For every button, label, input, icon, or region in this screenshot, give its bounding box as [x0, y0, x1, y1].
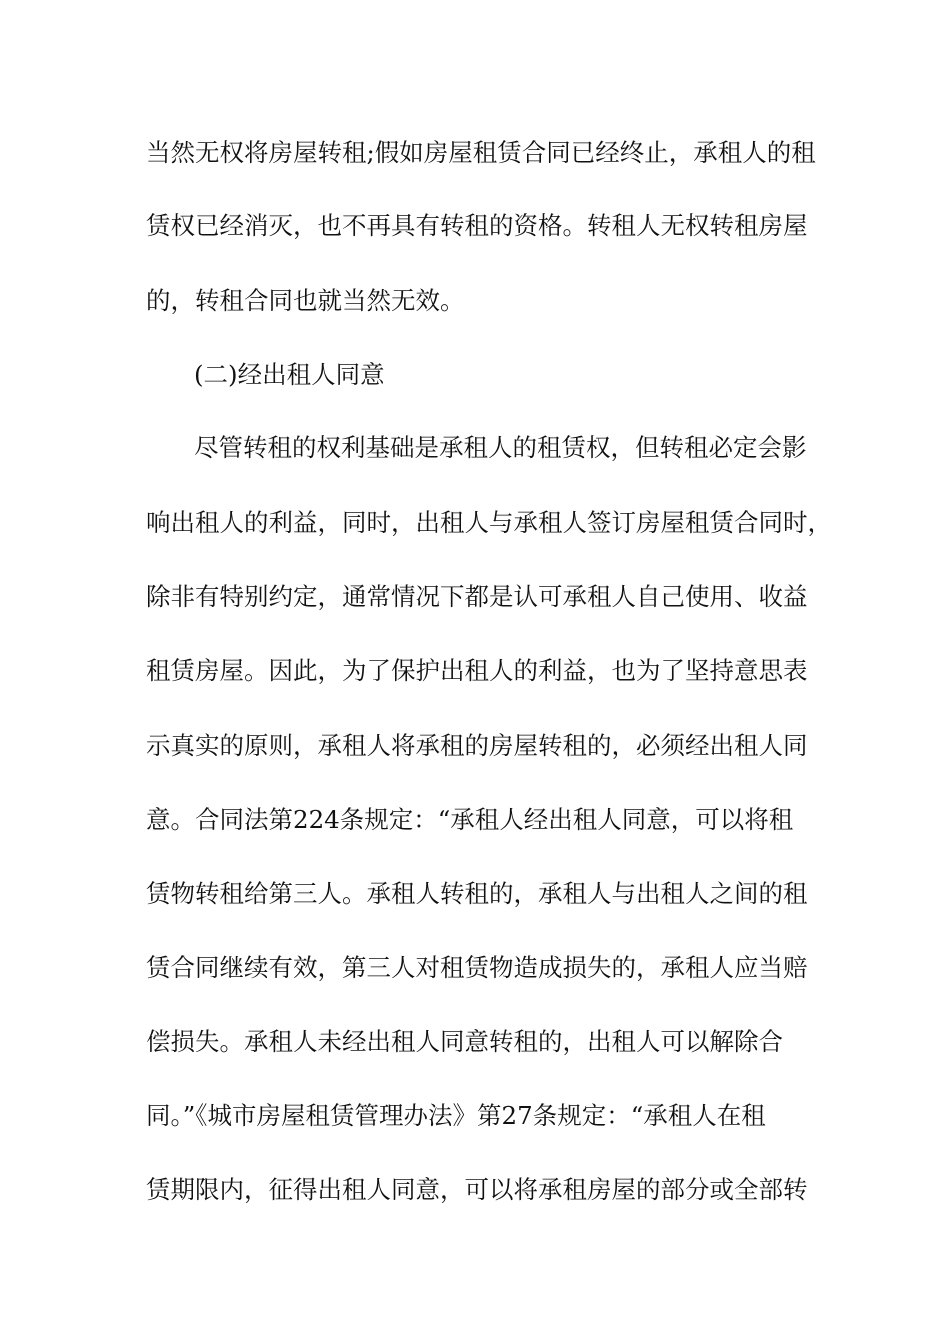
text-line-6: 响出租人的利益，同时，出租人与承租人签订房屋租赁合同时，: [146, 508, 832, 537]
text-line-7: 除非有特别约定，通常情况下都是认可承租人自己使用、收益: [146, 582, 808, 611]
text-line-2: 赁权已经消灭，也不再具有转租的资格。转租人无权转租房屋: [146, 211, 808, 240]
text-line-13: 偿损失。承租人未经出租人同意转租的，出租人可以解除合: [146, 1027, 783, 1056]
text-line-14: 同。”《城市房屋租赁管理办法》第27条规定：“承租人在租: [146, 1101, 766, 1130]
text-line-10: 意。合同法第224条规定：“承租人经出租人同意，可以将租: [146, 805, 794, 834]
text-line-1: 当然无权将房屋转租;假如房屋租赁合同已经终止，承租人的租: [146, 138, 816, 167]
text-line-8: 租赁房屋。因此，为了保护出租人的利益，也为了坚持意思表: [146, 656, 808, 685]
text-line-12: 赁合同继续有效，第三人对租赁物造成损失的，承租人应当赔: [146, 953, 808, 982]
text-line-15: 赁期限内，征得出租人同意，可以将承租房屋的部分或全部转: [146, 1175, 808, 1204]
section-heading: (二)经出租人同意: [194, 360, 385, 389]
text-line-9: 示真实的原则，承租人将承租的房屋转租的，必须经出租人同: [146, 731, 808, 760]
text-line-11: 赁物转租给第三人。承租人转租的，承租人与出租人之间的租: [146, 879, 808, 908]
text-line-3: 的，转租合同也就当然无效。: [146, 286, 465, 315]
text-line-5: 尽管转租的权利基础是承租人的租赁权，但转租必定会影: [194, 433, 807, 462]
